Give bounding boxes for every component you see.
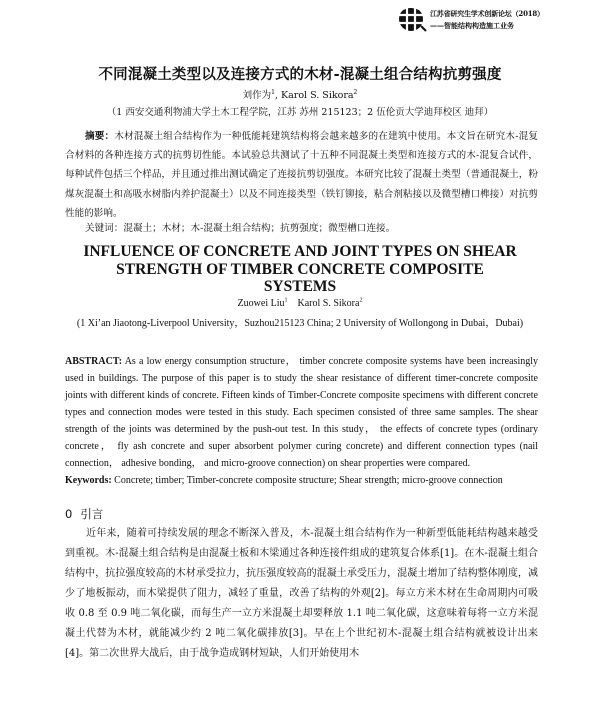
author-1-sup: 1: [271, 88, 275, 96]
chinese-authors: [0, 87, 600, 101]
chinese-abstract-label: 摘要：: [85, 131, 115, 142]
english-abstract: [65, 353, 538, 472]
conference-header: [397, 4, 597, 34]
english-authors: [0, 298, 600, 309]
author-1-en-sup: 1: [284, 297, 288, 304]
conference-subtitle: ——智能结构构造施工业务: [430, 21, 514, 30]
author-2-en-sup: 2: [359, 297, 363, 304]
english-title: [0, 243, 600, 296]
english-abstract-text: As a low energy consumption structure， timber concrete composite systems have been increasingly used in buildings. The purpose of this paper is to study the shear resistance of different timer-concrete composite joints with different kinds of concrete. Fifteen kinds of Timber-Concrete composite specimens with different concrete types and connection modes were tested in this study. Each specimen consisted of three same samples. The shear strength of the joints was determined by the push-out test. In this study， the effects of concrete types (ordinary concrete， fly ash concrete and super absorbent polymer curing concrete) and different connection types (nail connection， adhesive bonding， and micro-groove connection) on shear properties were compared.: [65, 356, 538, 469]
english-title-line: SYSTEMS: [263, 278, 337, 295]
english-title-line: INFLUENCE OF CONCRETE AND JOINT TYPES ON SHEAR: [83, 243, 517, 260]
english-keywords-label: Keywords:: [65, 475, 112, 486]
section-number: 0: [65, 507, 73, 521]
introduction-paragraph: 近年来，随着可持续发展的理念不断深入普及，木-混凝土组合结构作为一种新型低能耗结构越来越受到重视。木-混凝土组合结构是由混凝土板和木梁通过各种连接件组成的建筑复合体系[1]。在木-混凝土组合结构中，抗拉强度较高的木材承受拉力，抗压强度较高的混凝土承受压力，混凝土增加了结构整体刚度，减少了地板振动，而木梁提供了阻力，减轻了重量，改善了结构的外观[2]。每立方米木材在生命周期内可吸收 0.8 至 0.9 吨二氧化碳，而每生产一立方米混凝土却要释放 1.1 吨二氧化碳，这意味着每将一立方米混凝土代替为木材，就能减少约 2 吨二氧化碳排放[3]。早在上个世纪初木-混凝土组合结构就被设计出来[4]。第二次世界大战后，由于战争造成钢材短缺，人们开始使用木: [65, 528, 538, 659]
author-1-cn: 刘作为: [242, 90, 272, 101]
english-abstract-label: ABSTRACT:: [65, 356, 123, 367]
chinese-title: 不同混凝土类型以及连接方式的木材-混凝土组合结构抗剪强度: [98, 67, 502, 83]
section-title: 引言: [80, 507, 104, 521]
english-keywords-text: Concrete; timber; Timber-concrete composite structure; Shear strength; micro-groove connection: [111, 475, 503, 486]
author-1-en: Zuowei Liu: [237, 298, 285, 309]
author-separator: ,: [274, 90, 282, 101]
author-2-cn: Karol S. Sikora: [281, 90, 354, 101]
section-heading: [65, 506, 103, 522]
english-keywords: [65, 472, 538, 489]
author-2-sup: 2: [353, 88, 358, 96]
chinese-keywords-label: 关键词：: [85, 223, 124, 234]
chinese-abstract-text: 木材混凝土组合结构作为一种低能耗建筑结构将会越来越多的在建筑中使用。本文旨在研究木-混复合材料的各种连接方式的抗剪切性能。本试验总共测试了十五种不同混凝土类型和连接方式的木-混复合试件，每种试件包括三个样品，并且通过推出测试确定了连接抗剪切强度。本研究比较了混凝土类型（普通混凝土，粉煤灰混凝土和高吸水树脂内养护混凝土）以及不同连接类型（铁钉铆接，粘合剂粘接以及微型槽口榫接）对抗剪性能的影响。: [65, 131, 539, 219]
conference-name: 江苏省研究生学术创新论坛（2018）: [430, 9, 544, 18]
chinese-abstract: [65, 127, 538, 223]
chinese-affiliation: （1 西安交通利物浦大学土木工程学院，江苏 苏州 215123；2 伍伦贡大学迪拜校区 迪拜）: [106, 107, 494, 118]
english-affiliation: (1 Xi’an Jiaotong-Liverpool University，Suzhou215123 China; 2 University of Wollongong in Dubai，Dubai): [76, 318, 524, 329]
author-2-en: Karol S. Sikora: [297, 298, 360, 309]
chinese-keywords-text: 混凝土；木材；木-混凝土组合结构；抗剪强度；微型槽口连接。: [123, 223, 396, 234]
globe-grid-icon: [397, 4, 427, 34]
chinese-keywords: [65, 221, 538, 237]
english-title-line: STRENGTH OF TIMBER CONCRETE COMPOSITE: [116, 260, 484, 278]
